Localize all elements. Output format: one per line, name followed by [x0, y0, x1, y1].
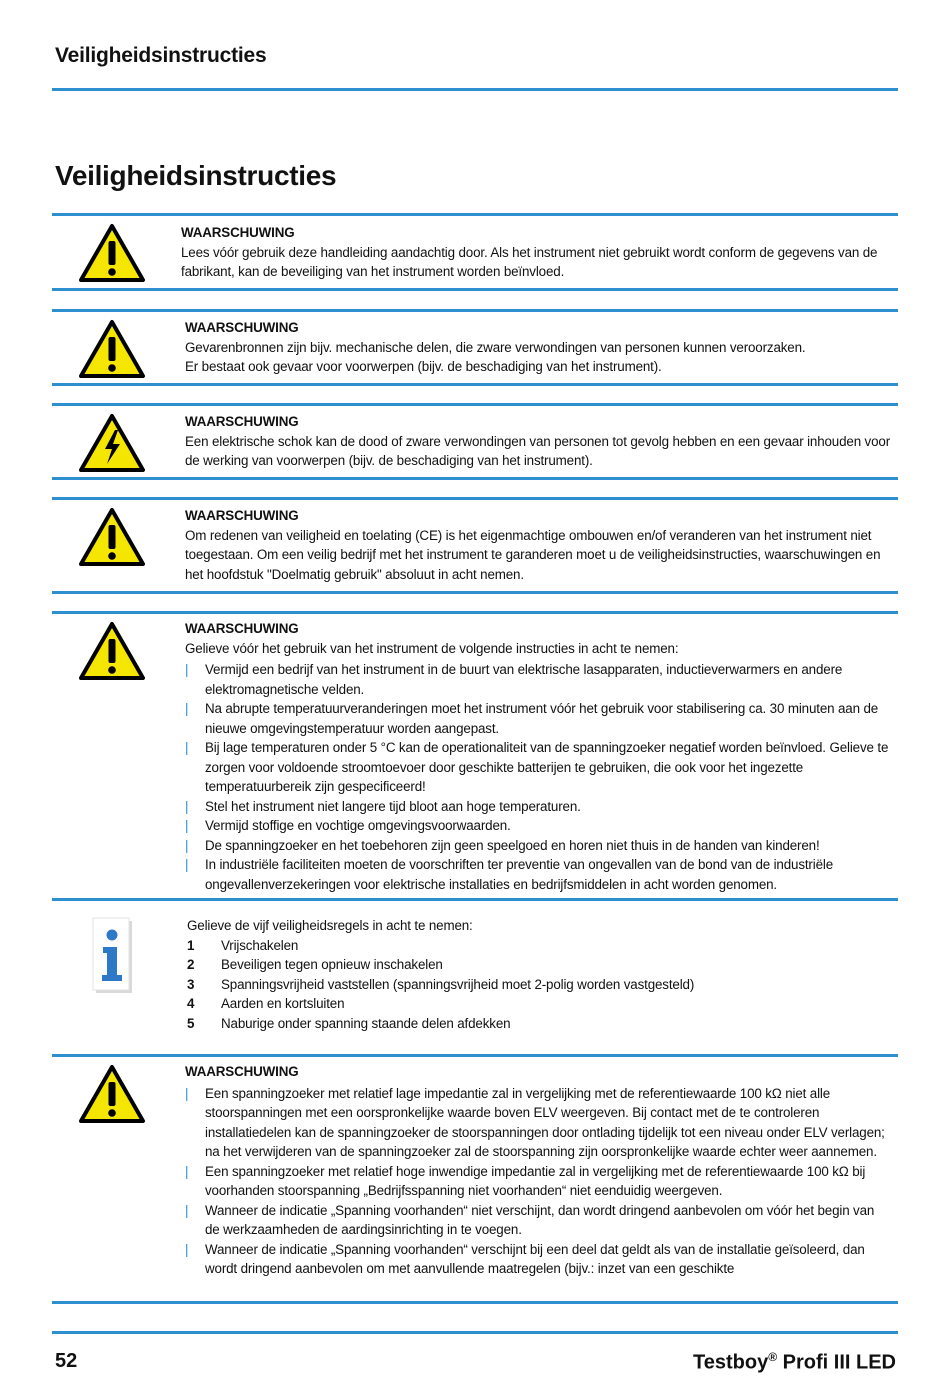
- warning-heading: WAARSCHUWING: [185, 414, 299, 429]
- warning-block-1: [52, 213, 898, 291]
- warning-triangle-icon: [78, 1064, 146, 1124]
- warning-block-5: [52, 611, 898, 901]
- list-item: | Een spanningzoeker met relatief lage impedantie zal in vergelijking met de referentiewaarde 100 kΩ niet alle stoorspanningen met een oorspronkelijke waarde boven ELV weergeven. Bij contact met de te controleren installatiedelen kan de spanningzoeker de stoorspanningen door ontlading tijdelijk tot een niveau onder ELV verlagen; na het verwijderen van de spanningzoeker zal de stoorspanning zijn oorspronkelijke waarde echter weer aannemen.: [185, 1085, 885, 1159]
- warning-block-6: [52, 1054, 898, 1304]
- warning-heading: WAARSCHUWING: [181, 225, 295, 240]
- warning-block-4: [52, 497, 898, 594]
- safety-rules-list: [187, 936, 890, 1034]
- warning-heading: WAARSCHUWING: [185, 1064, 299, 1079]
- page-number: 52: [55, 1350, 78, 1372]
- list-item: | In industriële faciliteiten moeten de voorschriften ter preventie van ongevallen van de bond van de industriële ongevallenverzekeringen voor elektrische installaties en bedrijfsmiddelen in acht worden genomen.: [185, 857, 833, 892]
- bullet-bar-icon: |: [185, 798, 189, 814]
- list-item: | Vermijd stoffige en vochtige omgevingsvoorwaarden.: [185, 816, 890, 836]
- warning-triangle-icon: [78, 507, 146, 567]
- warning-heading: WAARSCHUWING: [185, 621, 299, 636]
- warning-block-2: [52, 309, 898, 386]
- list-item: | Bij lage temperaturen onder 5 °C kan de operationaliteit van de spanningzoeker negatief worden beïnvloed. Gelieve te zorgen voor voldoende stroomtoevoer door geschikte batterijen te gebruiken, die ook voor het ingezette temperatuurbereik zijn gespecificeerd!: [185, 740, 889, 794]
- header-rule: [52, 88, 898, 91]
- list-item: 3 Spanningsvrijheid vaststellen (spanningsvrijheid moet 2-polig worden vastgesteld): [187, 976, 695, 992]
- list-item: | Wanneer de indicatie „Spanning voorhanden“ verschijnt bij een deel dat geldt als van de installatie geïsoleerd, dan wordt dringend aanbevolen om met aanvullende maatregelen (bijv.: inzet van een geschikte: [185, 1241, 865, 1276]
- list-item: | Stel het instrument niet langere tijd bloot aan hoge temperaturen.: [185, 797, 890, 817]
- list-item: | Wanneer de indicatie „Spanning voorhanden“ niet verschijnt, dan wordt dringend aanbevolen om vóór het begin van de werkzaamheden de aardingsinrichting in te voegen.: [185, 1202, 875, 1237]
- list-item: | Na abrupte temperatuurveranderingen moet het instrument vóór het gebruik voor stabilisering ca. 30 minuten aan de nieuwe omgevingstemperatuur worden aangepast.: [185, 701, 879, 736]
- electric-shock-icon: [78, 413, 146, 473]
- warning-text: Er bestaat ook gevaar voor voorwerpen (bijv. de beschadiging van het instrument).: [185, 359, 662, 374]
- bullet-bar-icon: |: [185, 1163, 189, 1179]
- info-block: [52, 912, 898, 1042]
- product-name: Testboy® Profi III LED: [693, 1350, 896, 1374]
- warning-heading: WAARSCHUWING: [185, 508, 299, 523]
- warning-triangle-icon: [78, 319, 146, 379]
- list-item: | Vermijd een bedrijf van het instrument in de buurt van elektrische lasapparaten, inductieverwarmers en andere elektromagnetische velden.: [185, 662, 843, 697]
- warning-heading: WAARSCHUWING: [185, 320, 299, 335]
- bullet-bar-icon: |: [185, 740, 189, 755]
- bullet-bar-icon: |: [185, 662, 189, 677]
- list-item: 5 Naburige onder spanning staande delen afdekken: [187, 1015, 511, 1031]
- footer-rule: [52, 1331, 898, 1334]
- page-title: Veiligheidsinstructies: [55, 160, 337, 191]
- warning-text: Om redenen van veiligheid en toelating (CE) is het eigenmachtige ombouwen en/of veranderen van het instrument niet toegestaan. Om een veilig bedrijf met het instrument te garanderen moet u de veiligheidsinstructies, waarschuwingen en het hoofdstuk "Doelmatig gebruik" absoluut in acht nemen.: [185, 527, 881, 582]
- list-item: 1 Vrijschakelen: [187, 937, 299, 953]
- bullet-bar-icon: |: [185, 1202, 189, 1218]
- bullet-bar-icon: |: [185, 857, 189, 872]
- warning-text: Een elektrische schok kan de dood of zware verwondingen van personen tot gevolg hebben en een gevaar inhouden voor de werking van voorwerpen (bijv. de beschadiging van het instrument).: [185, 433, 891, 468]
- bullet-bar-icon: |: [185, 1085, 189, 1101]
- bullet-bar-icon: |: [185, 701, 189, 716]
- instruction-list: [185, 660, 890, 894]
- list-item: | Een spanningzoeker met relatief hoge inwendige impedantie zal in vergelijking met de referentiewaarde 100 kΩ bij voorhanden stoorspanning „Bedrijfsspanning niet voorhanden“ niet eenduidig weergeven.: [185, 1163, 866, 1198]
- list-item: | De spanningzoeker en het toebehoren zijn geen speelgoed en horen niet thuis in de handen van kinderen!: [185, 836, 890, 856]
- info-intro: Gelieve de vijf veiligheidsregels in acht te nemen:: [187, 918, 473, 933]
- list-item: 2 Beveiligen tegen opnieuw inschakelen: [187, 957, 443, 972]
- bullet-bar-icon: |: [185, 837, 189, 853]
- list-item: 4 Aarden en kortsluiten: [187, 996, 345, 1011]
- bullet-bar-icon: |: [185, 818, 189, 833]
- running-header: Veiligheidsinstructies: [55, 44, 267, 67]
- warning-triangle-icon: [78, 621, 146, 681]
- bullet-bar-icon: |: [185, 1241, 189, 1257]
- warning-text: Gevarenbronnen zijn bijv. mechanische delen, die zware verwondingen van personen kunnen veroorzaken.: [185, 339, 806, 355]
- instruction-list: [185, 1084, 890, 1279]
- warning-text: Lees vóór gebruik deze handleiding aandachtig door. Als het instrument niet gebruikt wordt conform de gegevens van de fabrikant, kan de beveiliging van het instrument worden beïnvloed.: [181, 244, 878, 279]
- info-icon: [92, 917, 134, 995]
- warning-block-3: [52, 403, 898, 480]
- warning-triangle-icon: [78, 223, 146, 283]
- warning-intro: Gelieve vóór het gebruik van het instrument de volgende instructies in acht te nemen:: [185, 640, 679, 656]
